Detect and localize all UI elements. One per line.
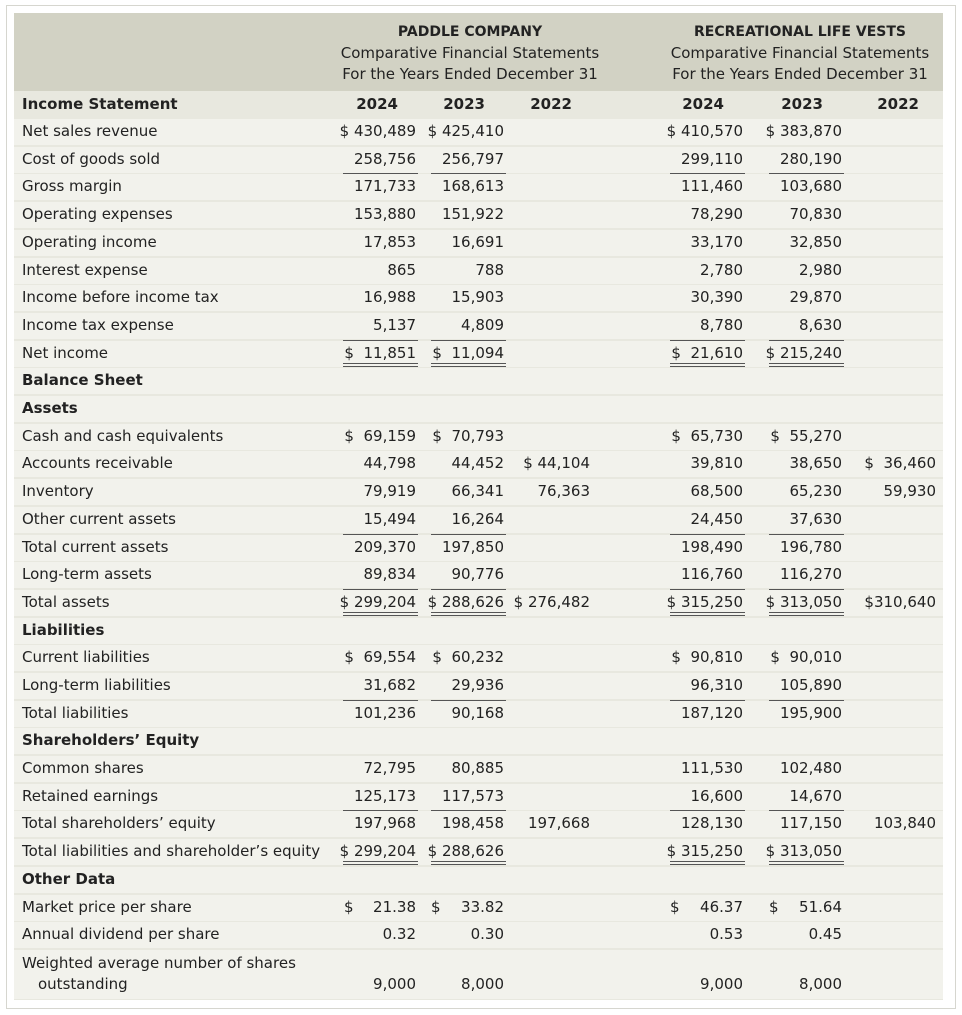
cell-value: 80,885 (451, 759, 504, 777)
cell-value: 96,310 (690, 676, 743, 694)
row-label: Total shareholders’ equity (22, 814, 216, 832)
year-header-2022: 2022 (530, 95, 572, 113)
cell-value: $ 313,050 (765, 593, 842, 611)
cell-value: 195,900 (779, 704, 842, 722)
cell-value: 168,613 (441, 177, 504, 195)
cell-value: $ 55,270 (770, 427, 842, 445)
year-header-2024: 2024 (682, 95, 724, 113)
cell-value: $ 288,626 (427, 842, 504, 860)
cell-value: 171,733 (353, 177, 416, 195)
section-heading: Income Statement (22, 95, 178, 113)
cell-value: $ 299,204 (339, 593, 416, 611)
company-name: RECREATIONAL LIFE VESTS (694, 24, 906, 40)
cell-value: $ 430,489 (339, 122, 416, 140)
cell-value: $ 90,810 (671, 648, 743, 666)
cell-value: 90,776 (451, 565, 504, 583)
cell-value: 51.64 (799, 898, 842, 916)
cell-value: 15,903 (451, 288, 504, 306)
cell-value: 8,000 (799, 975, 842, 993)
cell-value: 8,630 (799, 316, 842, 334)
row-label: Income tax expense (22, 316, 174, 334)
cell-value: 5,137 (373, 316, 416, 334)
cell-value: 0.30 (470, 925, 504, 943)
cell-value: 111,530 (680, 759, 743, 777)
cell-value: $ 425,410 (427, 122, 504, 140)
company-header-recreational (630, 22, 962, 85)
row-label: Total assets (22, 593, 110, 611)
cell-value: 33,170 (690, 233, 743, 251)
cell-value: $ 65,730 (671, 427, 743, 445)
cell-value: 151,922 (441, 205, 504, 223)
cell-value: $310,640 (864, 593, 936, 611)
cell-value: 8,000 (461, 975, 504, 993)
row-label: Annual dividend per share (22, 925, 220, 943)
cell-value: 865 (387, 261, 416, 279)
cell-value: 196,780 (779, 538, 842, 556)
cell-value: 90,168 (451, 704, 504, 722)
table-row (14, 368, 943, 394)
section-heading: Shareholders’ Equity (22, 731, 200, 749)
row-label: Operating expenses (22, 205, 173, 223)
cell-value: 33.82 (461, 898, 504, 916)
cell-value: $ 44,104 (523, 454, 590, 472)
company-header-paddle (300, 22, 640, 85)
cell-value: 209,370 (353, 538, 416, 556)
cell-value: 153,880 (353, 205, 416, 223)
cell-value: 46.37 (700, 898, 743, 916)
cell-value: 197,668 (527, 814, 590, 832)
cell-value: 0.45 (808, 925, 842, 943)
cell-value: 65,230 (789, 482, 842, 500)
cell-value: 68,500 (690, 482, 743, 500)
currency-symbol: $ (344, 898, 354, 916)
cell-value: 38,650 (789, 454, 842, 472)
currency-symbol: $ (431, 898, 441, 916)
row-label: Other current assets (22, 510, 176, 528)
cell-value: $ 90,010 (770, 648, 842, 666)
total-double-rule (769, 612, 844, 616)
cell-value: 24,450 (690, 510, 743, 528)
cell-value: 103,680 (779, 177, 842, 195)
cell-value: 17,853 (363, 233, 416, 251)
cell-value: $ 215,240 (765, 344, 842, 362)
row-label: Interest expense (22, 261, 148, 279)
year-header-2023: 2023 (781, 95, 823, 113)
cell-value: 280,190 (779, 150, 842, 168)
cell-value: 66,341 (451, 482, 504, 500)
currency-symbol: $ (670, 898, 680, 916)
cell-value: 116,270 (779, 565, 842, 583)
section-heading: Liabilities (22, 621, 105, 639)
row-label: Weighted average number of shares (22, 954, 296, 972)
row-label: Total liabilities and shareholder’s equity (22, 842, 321, 860)
cell-value: 258,756 (353, 150, 416, 168)
cell-value: 197,968 (353, 814, 416, 832)
section-heading: Assets (22, 399, 78, 417)
table-row (14, 867, 943, 893)
cell-value: $ 315,250 (666, 593, 743, 611)
row-label: Accounts receivable (22, 454, 173, 472)
cell-value: 2,980 (799, 261, 842, 279)
cell-value: 299,110 (680, 150, 743, 168)
cell-value: 105,890 (779, 676, 842, 694)
row-label: Long-term liabilities (22, 676, 171, 694)
cell-value: 2,780 (700, 261, 743, 279)
cell-value: $ 36,460 (864, 454, 936, 472)
cell-value: 15,494 (363, 510, 416, 528)
cell-value: 9,000 (700, 975, 743, 993)
total-double-rule (769, 363, 844, 367)
row-label: Income before income tax (22, 288, 219, 306)
year-header-2024: 2024 (356, 95, 398, 113)
cell-value: 44,452 (451, 454, 504, 472)
cell-value: 117,573 (441, 787, 504, 805)
row-label: Cash and cash equivalents (22, 427, 224, 445)
section-heading: Balance Sheet (22, 371, 143, 389)
total-double-rule (431, 363, 506, 367)
cell-value: 76,363 (537, 482, 590, 500)
year-header-2023: 2023 (443, 95, 485, 113)
table-row (14, 396, 943, 422)
cell-value: 78,290 (690, 205, 743, 223)
row-label-continuation: outstanding (38, 975, 128, 993)
cell-value: 125,173 (353, 787, 416, 805)
total-double-rule (343, 861, 418, 865)
cell-value: $ 383,870 (765, 122, 842, 140)
cell-value: $ 21,610 (671, 344, 743, 362)
cell-value: 29,936 (451, 676, 504, 694)
row-label: Retained earnings (22, 787, 159, 805)
cell-value: 0.32 (382, 925, 416, 943)
cell-value: 39,810 (690, 454, 743, 472)
statement-subtitle: Comparative Financial Statements (670, 44, 930, 62)
row-label: Long-term assets (22, 565, 152, 583)
cell-value: $ 69,554 (344, 648, 416, 666)
cell-value: 103,840 (873, 814, 936, 832)
total-double-rule (670, 612, 745, 616)
total-double-rule (343, 612, 418, 616)
cell-value: 14,670 (789, 787, 842, 805)
total-double-rule (769, 861, 844, 865)
row-label: Net sales revenue (22, 122, 158, 140)
row-label: Total liabilities (22, 704, 129, 722)
row-label: Net income (22, 344, 109, 362)
row-label: Total current assets (22, 538, 169, 556)
cell-value: 102,480 (779, 759, 842, 777)
cell-value: 198,490 (680, 538, 743, 556)
cell-value: 116,760 (680, 565, 743, 583)
total-double-rule (670, 861, 745, 865)
cell-value: $ 11,851 (344, 344, 416, 362)
cell-value: 256,797 (441, 150, 504, 168)
cell-value: $ 315,250 (666, 842, 743, 860)
cell-value: 30,390 (690, 288, 743, 306)
row-label: Gross margin (22, 177, 122, 195)
cell-value: $ 313,050 (765, 842, 842, 860)
cell-value: 16,264 (451, 510, 504, 528)
cell-value: 117,150 (779, 814, 842, 832)
row-label: Inventory (22, 482, 94, 500)
cell-value: 16,691 (451, 233, 504, 251)
cell-value: 9,000 (373, 975, 416, 993)
cell-value: $ 11,094 (432, 344, 504, 362)
cell-value: $ 69,159 (344, 427, 416, 445)
cell-value: $ 299,204 (339, 842, 416, 860)
cell-value: 16,988 (363, 288, 416, 306)
statement-subtitle: Comparative Financial Statements (340, 44, 600, 62)
cell-value: 197,850 (441, 538, 504, 556)
cell-value: $ 410,570 (666, 122, 743, 140)
row-label: Cost of goods sold (22, 150, 161, 168)
total-double-rule (670, 363, 745, 367)
table-row (14, 618, 943, 644)
row-label: Operating income (22, 233, 157, 251)
cell-value: 89,834 (363, 565, 416, 583)
cell-value: 31,682 (363, 676, 416, 694)
section-heading: Other Data (22, 870, 116, 888)
cell-value: 101,236 (353, 704, 416, 722)
cell-value: $ 60,232 (432, 648, 504, 666)
cell-value: 37,630 (789, 510, 842, 528)
year-header-2022: 2022 (877, 95, 919, 113)
row-label: Current liabilities (22, 648, 150, 666)
cell-value: 70,830 (789, 205, 842, 223)
cell-value: 29,870 (789, 288, 842, 306)
total-double-rule (431, 612, 506, 616)
row-label: Common shares (22, 759, 144, 777)
cell-value: 4,809 (461, 316, 504, 334)
cell-value: $ 288,626 (427, 593, 504, 611)
total-double-rule (343, 363, 418, 367)
cell-value: 16,600 (690, 787, 743, 805)
cell-value: 198,458 (441, 814, 504, 832)
cell-value: 788 (475, 261, 504, 279)
cell-value: 44,798 (363, 454, 416, 472)
statement-period: For the Years Ended December 31 (342, 65, 598, 83)
cell-value: 128,130 (680, 814, 743, 832)
cell-value: 21.38 (373, 898, 416, 916)
row-label: Market price per share (22, 898, 192, 916)
cell-value: 187,120 (680, 704, 743, 722)
cell-value: 72,795 (363, 759, 416, 777)
company-name: PADDLE COMPANY (397, 24, 543, 40)
cell-value: 32,850 (789, 233, 842, 251)
cell-value: 0.53 (709, 925, 743, 943)
cell-value: $ 276,482 (513, 593, 590, 611)
cell-value: $ 70,793 (432, 427, 504, 445)
statement-period: For the Years Ended December 31 (672, 65, 928, 83)
currency-symbol: $ (769, 898, 779, 916)
cell-value: 111,460 (680, 177, 743, 195)
cell-value: 79,919 (363, 482, 416, 500)
total-double-rule (431, 861, 506, 865)
cell-value: 8,780 (700, 316, 743, 334)
cell-value: 59,930 (883, 482, 936, 500)
